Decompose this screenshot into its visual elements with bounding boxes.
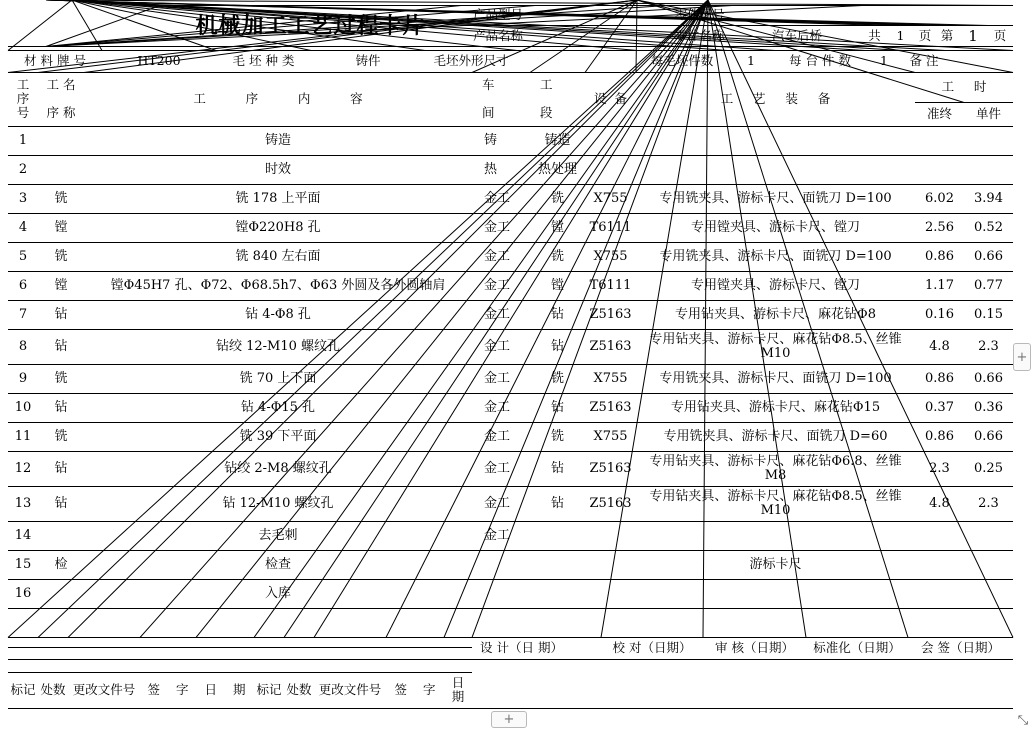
cell-section[interactable]: 钻 xyxy=(550,495,564,511)
cell-prep[interactable] xyxy=(915,521,964,550)
cell-equipment[interactable]: X755 xyxy=(593,428,628,444)
cell-content[interactable]: 钻绞 12-M10 螺纹孔 xyxy=(215,338,341,354)
product-model-value[interactable] xyxy=(535,5,667,25)
cell-tooling[interactable]: 专用钻夹具、游标卡尺、麻花钻Φ8.5、丝锥 M10 xyxy=(649,331,902,361)
cell-content[interactable]: 钻 4-Φ8 孔 xyxy=(245,306,311,322)
per-blank-value[interactable]: 1 xyxy=(747,53,755,68)
blank-size-value[interactable] xyxy=(517,50,637,72)
cell-name[interactable]: 检 xyxy=(54,556,68,572)
footer-design-label: 设 计（日 期） xyxy=(480,640,563,655)
per-unit-label: 每 台 件 数 xyxy=(789,53,851,68)
card-title: 机械加工工艺过程卡片 xyxy=(195,12,426,39)
grid-line xyxy=(8,0,72,51)
cell-tooling[interactable]: 专用铣夹具、游标卡尺、面铣刀 D=60 xyxy=(663,428,888,444)
cell-equipment[interactable]: T6111 xyxy=(589,277,632,293)
cell-no[interactable]: 13 xyxy=(14,495,32,511)
blank-type-label: 毛 坯 种 类 xyxy=(232,53,295,68)
cell-prep[interactable]: 4.8 xyxy=(929,495,950,511)
col-header-prep: 准终 xyxy=(926,106,952,121)
cell-workshop[interactable]: 金工 xyxy=(484,277,511,293)
cell-section[interactable]: 钻 xyxy=(550,399,564,415)
cell-name[interactable]: 钻 xyxy=(54,306,68,322)
cell-content[interactable]: 铣 70 上下面 xyxy=(239,370,317,386)
cell-equipment[interactable]: Z5163 xyxy=(589,460,632,476)
cell-tooling[interactable]: 专用铣夹具、游标卡尺、面铣刀 D=100 xyxy=(659,190,892,206)
cell-workshop[interactable]: 金工 xyxy=(484,428,511,444)
cell-unit[interactable]: 0.66 xyxy=(974,428,1003,444)
cell-content[interactable]: 入库 xyxy=(264,585,291,601)
cell-prep[interactable]: 0.86 xyxy=(925,428,954,444)
cell-content[interactable]: 钻绞 2-M8 螺纹孔 xyxy=(224,460,332,476)
cell-prep[interactable]: 0.16 xyxy=(925,306,954,322)
total-pages[interactable]: 1 xyxy=(896,27,905,43)
cell-unit[interactable]: 0.36 xyxy=(974,399,1003,415)
col-header-name: 工 名 序 称 xyxy=(46,77,76,120)
cell-no[interactable]: 12 xyxy=(14,460,32,476)
cell-tooling[interactable]: 专用镗夹具、游标卡尺、镗刀 xyxy=(690,219,860,235)
cell-equipment[interactable] xyxy=(585,550,636,579)
cell-unit[interactable]: 0.77 xyxy=(974,277,1003,293)
cell-prep[interactable]: 1.17 xyxy=(925,277,954,293)
cell-workshop[interactable]: 金工 xyxy=(484,219,511,235)
cell-workshop[interactable]: 金工 xyxy=(484,338,511,354)
cell-no[interactable]: 8 xyxy=(18,338,28,354)
cell-tooling[interactable] xyxy=(636,579,915,608)
cell-name[interactable]: 钻 xyxy=(54,460,68,476)
footer-date-label: 日 期 xyxy=(204,682,246,697)
footer-countersign-label: 会 签（日期） xyxy=(921,640,1000,655)
cell-section[interactable]: 钻 xyxy=(550,460,564,476)
cell-equipment[interactable]: X755 xyxy=(593,248,628,264)
col-header-seq: 工 序 号 xyxy=(16,77,30,120)
cell-equipment[interactable]: Z5163 xyxy=(589,399,632,415)
cell-workshop[interactable]: 金工 xyxy=(484,460,511,476)
cell-tooling[interactable]: 游标卡尺 xyxy=(749,556,802,572)
product-model-label: 产品型号 xyxy=(472,7,523,22)
cell-tooling[interactable]: 专用铣夹具、游标卡尺、面铣刀 D=100 xyxy=(659,370,892,386)
cell-prep[interactable]: 4.8 xyxy=(929,338,950,354)
cell-no[interactable]: 11 xyxy=(14,428,32,444)
material-label: 材 料 牌 号 xyxy=(24,53,86,68)
footer-review-label: 审 核（日期） xyxy=(715,640,794,655)
cell-content[interactable]: 钻 4-Φ15 孔 xyxy=(240,399,316,415)
cell-workshop[interactable]: 金工 xyxy=(484,370,511,386)
cell-workshop[interactable]: 金工 xyxy=(484,306,511,322)
cell-name[interactable]: 镗 xyxy=(54,277,68,293)
cell-content[interactable]: 镗Φ220H8 孔 xyxy=(235,219,321,235)
cell-no[interactable]: 9 xyxy=(18,370,28,386)
cell-workshop[interactable]: 金工 xyxy=(484,527,511,543)
total-pages-suffix: 页 xyxy=(918,27,932,43)
cell-name[interactable]: 钻 xyxy=(54,399,68,415)
current-label: 第 xyxy=(940,27,954,43)
cell-content[interactable]: 铣 39 下平面 xyxy=(239,428,317,444)
part-name-label: 零件名称 xyxy=(674,27,725,43)
cell-no[interactable]: 3 xyxy=(18,190,28,206)
resize-handle-icon[interactable]: ⤡ xyxy=(1017,712,1029,728)
cell-prep[interactable] xyxy=(915,155,964,184)
cell-equipment[interactable] xyxy=(585,521,636,550)
col-header-workshop: 车 间 xyxy=(482,77,495,120)
remarks-value[interactable] xyxy=(945,50,1013,72)
cell-section[interactable]: 铣 xyxy=(550,370,564,386)
per-unit-value[interactable]: 1 xyxy=(880,53,888,68)
cell-section[interactable]: 钻 xyxy=(550,338,564,354)
cell-no[interactable]: 1 xyxy=(18,132,28,148)
cell-tooling[interactable]: 专用镗夹具、游标卡尺、镗刀 xyxy=(690,277,860,293)
cell-name[interactable] xyxy=(38,579,84,608)
cell-equipment[interactable] xyxy=(585,155,636,184)
add-column-plus-icon[interactable]: + xyxy=(1013,343,1031,371)
cell-unit[interactable] xyxy=(964,521,1013,550)
cell-workshop[interactable]: 金工 xyxy=(484,495,511,511)
footer-change-doc-label: 更改文件号 xyxy=(72,682,136,697)
cell-equipment[interactable] xyxy=(585,126,636,155)
current-page[interactable]: 1 xyxy=(968,26,978,45)
cell-unit[interactable]: 0.52 xyxy=(974,219,1003,235)
cell-unit[interactable] xyxy=(964,579,1013,608)
cell-name[interactable]: 钻 xyxy=(54,495,68,511)
cell-section[interactable] xyxy=(530,550,585,579)
cell-unit[interactable] xyxy=(964,155,1013,184)
cell-tooling[interactable] xyxy=(636,155,915,184)
cell-unit[interactable]: 0.66 xyxy=(974,248,1003,264)
footer-mark-label-2: 标记 xyxy=(256,682,282,697)
cell-no[interactable]: 14 xyxy=(14,527,32,543)
cell-name[interactable]: 钻 xyxy=(54,338,68,354)
total-label: 共 xyxy=(868,27,881,43)
cell-name[interactable] xyxy=(38,521,84,550)
col-header-equipment: 设 备 xyxy=(594,91,627,106)
cell-unit[interactable]: 2.3 xyxy=(978,338,999,354)
per-blank-label: 每毛坯件数 xyxy=(650,53,714,68)
cell-unit[interactable]: 3.94 xyxy=(974,190,1003,206)
cell-equipment[interactable]: Z5163 xyxy=(589,338,632,354)
cell-no[interactable]: 4 xyxy=(18,219,28,235)
cell-prep[interactable] xyxy=(915,126,964,155)
cell-workshop[interactable] xyxy=(472,550,530,579)
cell-unit[interactable]: 2.3 xyxy=(978,495,999,511)
blank-type-value[interactable]: 铸件 xyxy=(355,53,381,68)
cell-no[interactable]: 6 xyxy=(18,277,28,293)
cell-section[interactable]: 热处理 xyxy=(537,161,577,177)
cell-workshop[interactable]: 金工 xyxy=(484,248,511,264)
cell-name[interactable]: 铣 xyxy=(54,428,68,444)
cell-equipment[interactable]: T6111 xyxy=(589,219,632,235)
cell-content[interactable]: 镗Φ45H7 孔、Φ72、Φ68.5h7、Φ63 外圆及各外圆轴肩 xyxy=(110,277,446,293)
cell-section[interactable]: 铣 xyxy=(550,248,564,264)
cell-workshop[interactable]: 热 xyxy=(484,161,498,177)
footer-date-label-2: 日 期 xyxy=(451,675,465,704)
footer-sign-label: 签 字 xyxy=(147,682,189,697)
footer-sign-label-2: 签 字 xyxy=(394,682,436,697)
cell-section[interactable] xyxy=(530,579,585,608)
cell-tooling[interactable]: 专用钻夹具、游标卡尺、麻花钻Φ6.8、丝锥 M8 xyxy=(649,453,902,483)
cell-section[interactable]: 镗 xyxy=(550,219,564,235)
blank-size-label: 毛坯外形尺寸 xyxy=(433,53,509,68)
part-drawing-label: 零件图号 xyxy=(674,7,725,22)
cell-no[interactable]: 5 xyxy=(18,248,28,264)
remarks-label: 备 注 xyxy=(909,53,939,68)
cell-section[interactable]: 铸造 xyxy=(544,132,571,148)
cell-equipment[interactable] xyxy=(585,579,636,608)
col-header-unit: 单件 xyxy=(975,106,1001,121)
cell-tooling[interactable]: 专用钻夹具、游标卡尺、麻花钻Φ15 xyxy=(670,399,881,415)
part-drawing-value[interactable] xyxy=(732,5,862,25)
cell-no[interactable]: 10 xyxy=(14,399,32,415)
cell-content[interactable]: 检查 xyxy=(264,556,291,572)
cell-no[interactable]: 7 xyxy=(18,306,28,322)
cell-no[interactable]: 2 xyxy=(18,161,28,177)
cell-prep[interactable] xyxy=(915,579,964,608)
cell-workshop[interactable]: 金工 xyxy=(484,399,511,415)
cell-content[interactable]: 铣 178 上平面 xyxy=(235,190,321,206)
cell-tooling[interactable] xyxy=(636,521,915,550)
cell-section[interactable]: 镗 xyxy=(550,277,564,293)
cell-unit[interactable] xyxy=(964,126,1013,155)
cell-name[interactable]: 铣 xyxy=(54,370,68,386)
cell-content[interactable]: 铸造 xyxy=(264,132,291,148)
cell-content[interactable]: 时效 xyxy=(264,161,291,177)
cell-name[interactable]: 铣 xyxy=(54,248,68,264)
col-header-section: 工 段 xyxy=(540,77,553,120)
cell-unit[interactable]: 0.66 xyxy=(974,370,1003,386)
cell-prep[interactable]: 2.3 xyxy=(929,460,950,476)
cell-workshop[interactable]: 金工 xyxy=(484,190,511,206)
footer-count-label: 处数 xyxy=(40,682,66,697)
cell-prep[interactable]: 0.86 xyxy=(925,248,954,264)
cell-name[interactable]: 铣 xyxy=(54,190,68,206)
col-header-content: 工 序 内 容 xyxy=(193,91,363,106)
cell-no[interactable]: 16 xyxy=(14,585,32,601)
cell-no[interactable]: 15 xyxy=(14,556,32,572)
col-header-tooling: 工 艺 装 备 xyxy=(720,91,831,106)
cell-name[interactable] xyxy=(38,126,84,155)
part-name-value[interactable]: 汽车后桥 xyxy=(771,27,822,43)
cell-content[interactable]: 去毛刺 xyxy=(258,527,298,543)
material-value[interactable]: HT200 xyxy=(137,53,181,68)
cell-section[interactable] xyxy=(530,521,585,550)
cell-unit[interactable]: 0.15 xyxy=(974,306,1003,322)
cell-name[interactable] xyxy=(38,155,84,184)
product-name-value[interactable] xyxy=(535,25,667,46)
cell-equipment[interactable]: X755 xyxy=(593,370,628,386)
cell-prep[interactable] xyxy=(915,550,964,579)
cell-section[interactable]: 铣 xyxy=(550,190,564,206)
col-header-hours: 工 时 xyxy=(941,79,987,94)
cell-section[interactable]: 铣 xyxy=(550,428,564,444)
cell-tooling[interactable]: 专用铣夹具、游标卡尺、面铣刀 D=100 xyxy=(659,248,892,264)
cell-section[interactable]: 钻 xyxy=(550,306,564,322)
current-page-suffix: 页 xyxy=(993,27,1007,43)
footer-mark-label: 标记 xyxy=(10,682,36,697)
cell-unit[interactable] xyxy=(964,550,1013,579)
product-name-label: 产品名称 xyxy=(472,27,523,43)
cell-equipment[interactable]: X755 xyxy=(593,190,628,206)
cell-unit[interactable]: 0.25 xyxy=(974,460,1003,476)
footer-standardize-label: 标准化（日期） xyxy=(813,640,901,655)
cell-workshop[interactable] xyxy=(472,579,530,608)
add-row-plus-icon[interactable]: + xyxy=(491,711,527,728)
cell-prep[interactable]: 0.37 xyxy=(925,399,954,415)
footer-change-doc-label-2: 更改文件号 xyxy=(318,682,382,697)
cell-content[interactable]: 铣 840 左右面 xyxy=(235,248,321,264)
footer-check-label: 校 对（日期） xyxy=(612,640,692,655)
cell-tooling[interactable]: 专用钻夹具、游标卡尺、麻花钻Φ8.5、丝锥 M10 xyxy=(649,488,902,518)
cell-equipment[interactable]: Z5163 xyxy=(589,495,632,511)
cell-prep[interactable]: 6.02 xyxy=(925,190,954,206)
cell-tooling[interactable] xyxy=(636,126,915,155)
cell-equipment[interactable]: Z5163 xyxy=(589,306,632,322)
cell-tooling[interactable]: 专用钻夹具、游标卡尺、麻花钻Φ8 xyxy=(675,306,876,322)
cell-name[interactable]: 镗 xyxy=(54,219,68,235)
footer-count-label-2: 处数 xyxy=(286,682,312,697)
cell-prep[interactable]: 2.56 xyxy=(925,219,954,235)
cell-content[interactable]: 钻 12-M10 螺纹孔 xyxy=(222,495,334,511)
cell-workshop[interactable]: 铸 xyxy=(484,132,498,148)
cell-prep[interactable]: 0.86 xyxy=(925,370,954,386)
